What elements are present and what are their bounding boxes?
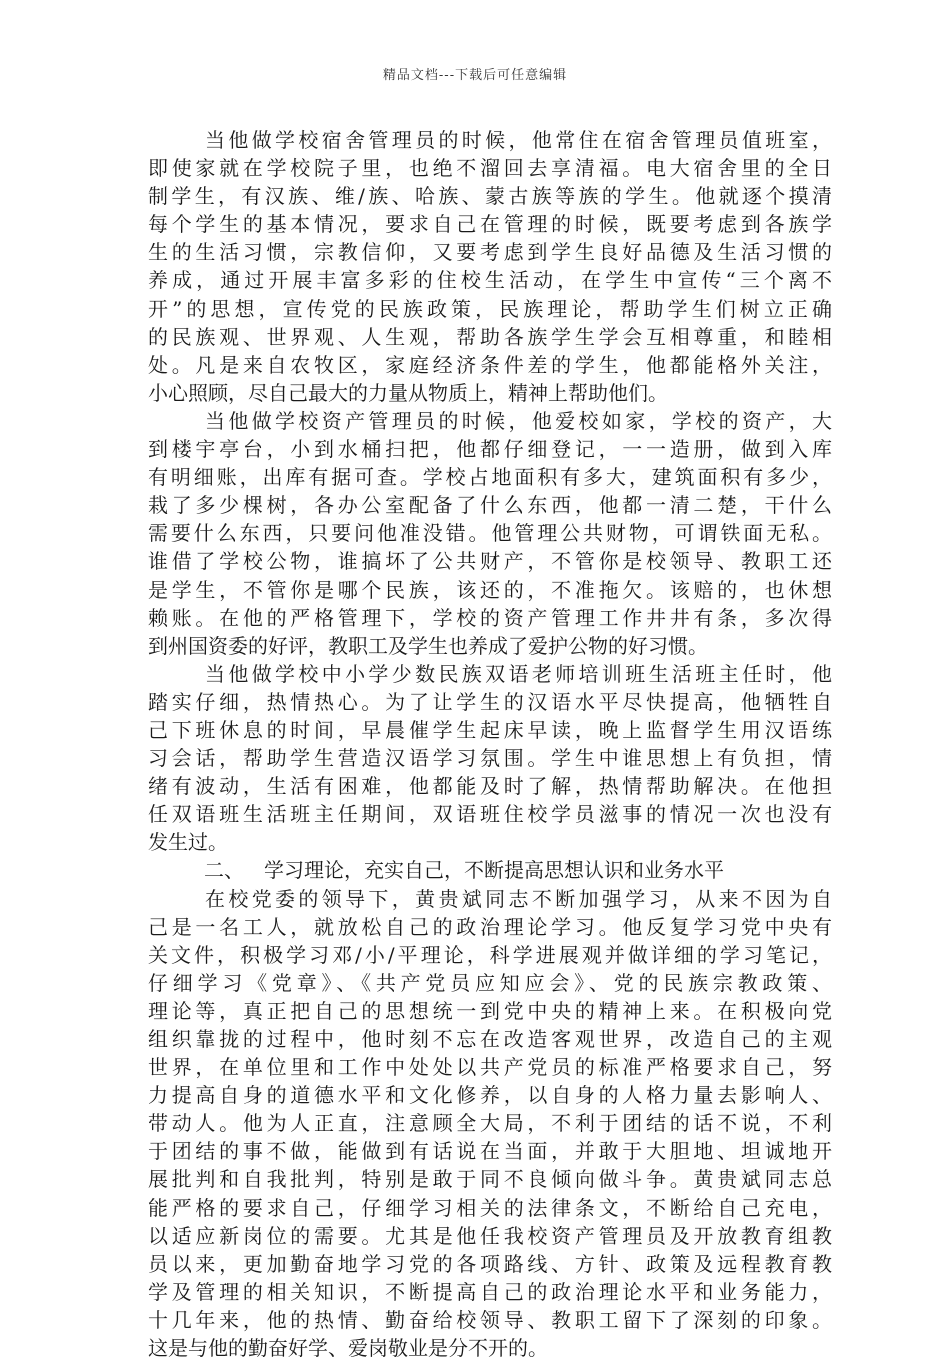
paragraph-line: 理论等，真正把自己的思想统一到党中央的精神上来。在积极向党 bbox=[148, 998, 832, 1023]
paragraph-line: 以适应新岗位的需要。尤其是他任我校资产管理员及开放教育组教 bbox=[148, 1223, 832, 1248]
paragraph-line: 任双语班生活班主任期间，双语班住校学员滋事的情况一次也没有 bbox=[148, 802, 832, 827]
paragraph-line: 养成，通过开展丰富多彩的住校生活动，在学生中宣传“三个离不 bbox=[148, 268, 832, 293]
paragraph-line: 有明细账，出库有据可查。学校占地面积有多大，建筑面积有多少， bbox=[148, 465, 832, 490]
paragraph-line: 己是一名工人，就放松自己的政治理论学习。他反复学习党中央有 bbox=[148, 914, 832, 939]
body-paragraph bbox=[148, 660, 832, 857]
paragraph-line: 在校党委的领导下，黄贵斌同志不断加强学习，从来不因为自 bbox=[205, 886, 832, 911]
paragraph-line: 带动人。他为人正直，注意顾全大局，不利于团结的话不说，不利 bbox=[148, 1111, 832, 1136]
paragraph-line: 开”的思想，宣传党的民族政策，民族理论，帮助学生们树立正确 bbox=[148, 296, 832, 321]
document-body bbox=[148, 126, 832, 1362]
paragraph-line: 栽了多少棵树，各办公室配备了什么东西，他都一清二楚，干什么 bbox=[148, 493, 832, 518]
body-paragraph bbox=[148, 407, 832, 660]
paragraph-line: 赖账。在他的严格管理下，学校的资产管理工作井井有条，多次得 bbox=[148, 605, 832, 630]
body-paragraph bbox=[148, 885, 832, 1362]
paragraph-line: 这是与他的勤奋好学、爱岗敬业是分不开的。 bbox=[148, 1336, 548, 1361]
paragraph-line: 己下班休息的时间，早晨催学生起床早读，晚上监督学生用汉语练 bbox=[148, 717, 832, 742]
paragraph-line: 当他做学校中小学少数民族双语老师培训班生活班主任时，他 bbox=[205, 661, 832, 686]
paragraph-line: 的民族观、世界观、人生观，帮助各族学生学会互相尊重，和睦相 bbox=[148, 324, 832, 349]
paragraph-line: 即使家就在学校院子里，也绝不溜回去享清福。电大宿舍里的全日 bbox=[148, 156, 832, 181]
paragraph-line: 能严格的要求自己，仔细学习相关的法律条文，不断给自己充电， bbox=[148, 1195, 832, 1220]
paragraph-line: 谁借了学校公物，谁搞坏了公共财产，不管你是校领导、教职工还 bbox=[148, 549, 832, 574]
paragraph-line: 学及管理的相关知识，不断提高自己的政治理论水平和业务能力， bbox=[148, 1279, 832, 1304]
paragraph-line: 员以来，更加勤奋地学习党的各项路线、方针、政策及远程教育教 bbox=[148, 1251, 832, 1276]
paragraph-line: 力提高自身的道德水平和文化修养，以自身的人格力量去影响人、 bbox=[148, 1083, 832, 1108]
paragraph-line: 是学生，不管你是哪个民族，该还的，不准拖欠。该赔的，也休想 bbox=[148, 577, 832, 602]
paragraph-line: 生的生活习惯，宗教信仰，又要考虑到学生良好品德及生活习惯的 bbox=[148, 240, 832, 265]
paragraph-line: 每个学生的基本情况，要求自己在管理的时候，既要考虑到各族学 bbox=[148, 212, 832, 237]
paragraph-line: 需要什么东西，只要问他准没错。他管理公共财物，可谓铁面无私。 bbox=[148, 521, 832, 546]
paragraph-line: 十几年来，他的热情、勤奋给校领导、教职工留下了深刻的印象。 bbox=[148, 1307, 832, 1332]
body-paragraph bbox=[148, 126, 832, 407]
paragraph-line: 绪有波动，生活有困难，他都能及时了解，热情帮助解决。在他担 bbox=[148, 774, 832, 799]
paragraph-line: 制学生，有汉族、维/族、哈族、蒙古族等族的学生。他就逐个摸清 bbox=[148, 184, 832, 209]
paragraph-line: 关文件，积极学习邓/小/平理论，科学进展观并做详细的学习笔记， bbox=[148, 942, 832, 967]
paragraph-line: 世界，在单位里和工作中处处以共产党员的标准严格要求自己，努 bbox=[148, 1055, 832, 1080]
paragraph-line: 到楼宇亭台，小到水桶扫把，他都仔细登记，一一造册，做到入库 bbox=[148, 437, 832, 462]
paragraph-line: 组织靠拢的过程中，他时刻不忘在改造客观世界，改造自己的主观 bbox=[148, 1027, 832, 1051]
paragraph-line: 仔细学习《党章》、《共产党员应知应会》、党的民族宗教政策、 bbox=[148, 970, 832, 995]
section-title: 学习理论，充实自己，不断提高思想认识和业务水平 bbox=[264, 858, 724, 883]
paragraph-line: 当他做学校宿舍管理员的时候，他常住在宿舍管理员值班室， bbox=[205, 128, 832, 152]
paragraph-line: 当他做学校资产管理员的时候，他爱校如家，学校的资产，大 bbox=[205, 408, 832, 433]
paragraph-line: 习会话，帮助学生营造汉语学习氛围。学生中谁思想上有负担，情 bbox=[148, 746, 832, 771]
paragraph-line: 于团结的事不做，能做到有话说在当面，并敢于大胆地、坦诚地开 bbox=[148, 1139, 832, 1164]
paragraph-line: 发生过。 bbox=[148, 830, 228, 855]
paragraph-line: 处。凡是来自农牧区，家庭经济条件差的学生，他都能格外关注， bbox=[148, 352, 832, 377]
paragraph-line: 踏实仔细，热情热心。为了让学生的汉语水平尽快提高，他牺牲自 bbox=[148, 689, 832, 714]
paragraph-line: 到州国资委的好评，教职工及学生也养成了爱护公物的好习惯。 bbox=[148, 633, 708, 658]
paragraph-line: 展批判和自我批判，特别是敢于同不良倾向做斗争。黄贵斌同志总 bbox=[148, 1167, 832, 1192]
section-heading bbox=[148, 856, 832, 884]
page-header: 精品文档---下载后可任意编辑 bbox=[382, 68, 568, 83]
paragraph-line: 小心照顾，尽自己最大的力量从物质上，精神上帮助他们。 bbox=[148, 380, 668, 405]
section-number: 二、 bbox=[204, 858, 244, 883]
